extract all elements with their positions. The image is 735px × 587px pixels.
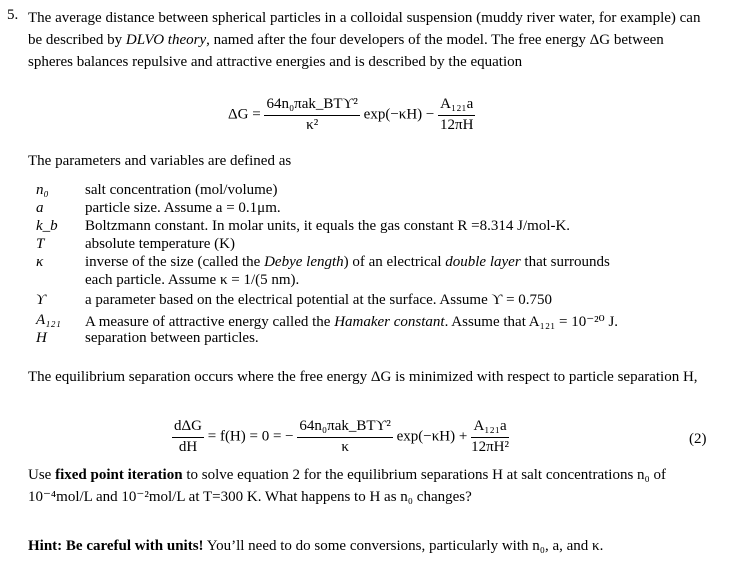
intro-paragraph xyxy=(28,7,710,73)
definition-text: Boltzmann constant. In molar units, it equals the gas constant R =8.314 J/mol-K. xyxy=(85,218,571,234)
definition-symbol: H xyxy=(36,330,47,346)
fixed-point-iteration-term: fixed point iteration xyxy=(55,467,183,483)
hint-paragraph xyxy=(28,535,710,557)
definition-text: a parameter based on the electrical potential at the surface. Assume ϒ = 0.750 xyxy=(85,292,553,308)
eq1-fraction-2 xyxy=(438,96,475,134)
definition-text: absolute temperature (K) xyxy=(85,236,235,252)
intro-text-a: The average distance between spherical particles in a colloidal suspension (muddy river water, for example) can be described by xyxy=(28,10,701,48)
equation-derivative xyxy=(172,418,509,456)
definition-text: particle size. Assume a = 0.1μm. xyxy=(85,200,281,216)
eq1-lhs: ΔG = xyxy=(228,106,261,123)
eq2-middle-2: exp(−κH) + xyxy=(396,428,468,445)
definition-symbol: A₁₂₁ xyxy=(36,312,61,328)
eq1-denominator-1: κ² xyxy=(306,117,319,133)
definition-symbol: T xyxy=(36,236,45,252)
definition-text: salt concentration (mol/volume) xyxy=(85,182,278,198)
intro-theory-name: DLVO theory xyxy=(125,32,207,48)
debye-length-term: Debye length xyxy=(264,254,344,270)
eq2-fraction-1 xyxy=(297,418,392,456)
definition-symbol: k_b xyxy=(36,218,58,234)
eq1-numerator-1: 64n₀πak_BTϒ² xyxy=(264,96,359,116)
eq2-denominator-1: κ xyxy=(341,439,349,455)
eq1-numerator-2: A₁₂₁a xyxy=(438,96,475,116)
hamaker-constant-term: Hamaker constant xyxy=(334,314,445,330)
double-layer-term: double layer xyxy=(445,254,521,270)
task-paragraph: Use fixed point iteration to solve equation 2 for the equilibrium separations H at salt concentrations n₀ of 10⁻⁴mol/L and 10⁻²mol/L at T=300 K. What happens to H as n₀ changes? xyxy=(28,467,667,505)
eq2-denominator-2: 12πH² xyxy=(471,439,509,455)
definition-text: inverse of the size (called the Debye length) of an electrical double layer that surrounds xyxy=(85,254,610,270)
definition-text: each particle. Assume κ = 1/(5 nm). xyxy=(85,272,300,288)
eq1-denominator-2: 12πH xyxy=(440,117,474,133)
definition-text: A measure of attractive energy called the Hamaker constant. Assume that A₁₂₁ = 10⁻²⁰ J. xyxy=(85,314,619,330)
eq2-lhs-numerator: dΔG xyxy=(172,418,204,438)
hint-label: Hint: Be careful with units! xyxy=(28,538,204,554)
definition-symbol: n₀ xyxy=(36,182,49,198)
definition-symbol: κ xyxy=(36,254,44,270)
eq2-lhs-fraction xyxy=(172,418,204,456)
eq1-fraction-1 xyxy=(264,96,359,134)
equilibrium-paragraph: The equilibrium separation occurs where the free energy ΔG is minimized with respect to particle separation H, xyxy=(28,369,698,385)
eq2-fraction-2 xyxy=(471,418,509,456)
eq2-numerator-2: A₁₂₁a xyxy=(471,418,509,438)
definition-symbol: ϒ xyxy=(36,292,46,308)
definitions-intro: The parameters and variables are defined as xyxy=(28,153,292,169)
equation-number: (2) xyxy=(689,431,707,447)
eq2-lhs-denominator: dH xyxy=(178,439,198,455)
eq2-numerator-1: 64n₀πak_BTϒ² xyxy=(297,418,392,438)
hint-text: You’ll need to do some conversions, particularly with n₀, a, and κ. xyxy=(203,538,604,554)
definition-symbol: a xyxy=(36,200,44,216)
definition-text: separation between particles. xyxy=(85,330,259,346)
intro-text-b: , named after the four developers of the model. The free energy ΔG between spheres balances repulsive and attractive energies and is described by the equation xyxy=(28,32,664,70)
problem-number: 5. xyxy=(7,7,19,23)
eq1-middle: exp(−κH) − xyxy=(363,106,435,123)
eq2-middle-1: = f(H) = 0 = − xyxy=(207,428,294,445)
equation-free-energy xyxy=(228,96,475,134)
